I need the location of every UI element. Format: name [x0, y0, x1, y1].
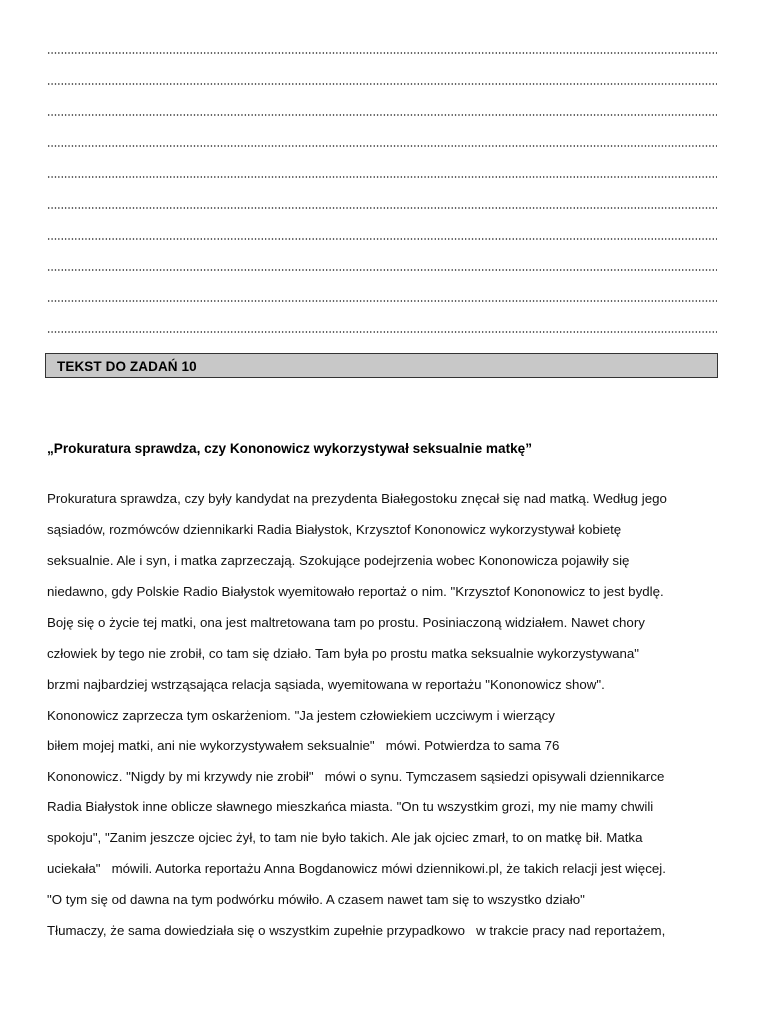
body-line: spokoju", "Zanim jeszcze ojciec żył, to tam nie było takich. Ale jak ojciec zmarł, to on matkę bił. Matka — [47, 830, 643, 845]
answer-line — [47, 83, 717, 85]
answer-line — [47, 114, 717, 116]
body-line: Kononowicz zaprzecza tym oskarżeniom. "Ja jestem człowiekiem uczciwym i wierzący — [47, 708, 555, 723]
body-line: uciekała" mówili. Autorka reportażu Anna Bogdanowicz mówi dziennikowi.pl, że takich relacji jest więcej. — [47, 861, 666, 876]
body-line: Radia Białystok inne oblicze sławnego mieszkańca miasta. "On tu wszystkim grozi, my nie mamy chwili — [47, 799, 654, 814]
body-line: sąsiadów, rozmówców dziennikarki Radia Białystok, Krzysztof Kononowicz wykorzystywał kobietę — [47, 522, 622, 537]
body-line: Boję się o życie tej matki, ona jest maltretowana tam po prostu. Posiniaczoną widziałem. Nawet chory — [47, 615, 645, 630]
answer-line — [47, 207, 717, 209]
body-line: "O tym się od dawna na tym podwórku mówiło. A czasem nawet tam się to wszystko działo" — [47, 892, 585, 907]
answer-line — [47, 176, 717, 178]
body-line: Tłumaczy, że sama dowiedziała się o wszystkim zupełnie przypadkowo w trakcie pracy nad reportażem, — [47, 923, 666, 938]
body-line: biłem mojej matki, ani nie wykorzystywałem seksualnie" mówi. Potwierdza to sama 76 — [47, 738, 560, 753]
body-line: Kononowicz. "Nigdy by mi krzywdy nie zrobił" mówi o synu. Tymczasem sąsiedzi opisywali dziennikarce — [47, 769, 665, 784]
answer-line — [47, 52, 717, 54]
answer-line — [47, 238, 717, 240]
section-header-text: TEKST DO ZADAŃ 10 — [57, 359, 197, 374]
answer-line — [47, 331, 717, 333]
section-header-box — [45, 353, 718, 378]
body-line: człowiek by tego nie zrobił, co tam się działo. Tam była po prostu matka seksualnie wykorzystywana" — [47, 646, 640, 661]
body-line: brzmi najbardziej wstrząsająca relacja sąsiada, wyemitowana w reportażu "Kononowicz show". — [47, 677, 605, 692]
body-line: Prokuratura sprawdza, czy były kandydat na prezydenta Białegostoku znęcał się nad matką. Według jego — [47, 491, 667, 506]
answer-line — [47, 300, 717, 302]
article-title: „Prokuratura sprawdza, czy Kononowicz wykorzystywał seksualnie matkę” — [47, 441, 533, 456]
body-line: seksualnie. Ale i syn, i matka zaprzeczają. Szokujące podejrzenia wobec Kononowicza pojawiły się — [47, 553, 630, 568]
body-line: niedawno, gdy Polskie Radio Białystok wyemitowało reportaż o nim. "Krzysztof Kononowicz to jest bydlę. — [47, 584, 664, 599]
answer-line — [47, 269, 717, 271]
answer-line — [47, 145, 717, 147]
